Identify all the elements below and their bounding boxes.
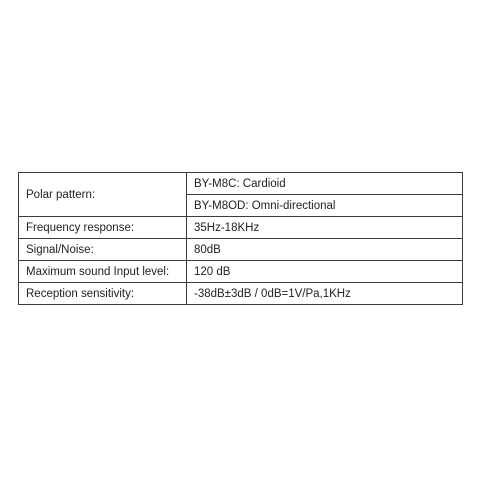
signal-noise-label: Signal/Noise: [19, 239, 187, 261]
polar-pattern-label: Polar pattern: [19, 173, 187, 217]
table-row-polar-pattern-1 [19, 173, 463, 195]
polar-pattern-value-cardioid: BY-M8C: Cardioid [187, 173, 463, 195]
specifications-table [18, 172, 463, 305]
polar-pattern-value-omni: BY-M8OD: Omni-directional [187, 195, 463, 217]
table-row-max-sound-input [19, 261, 463, 283]
reception-sensitivity-label: Reception sensitivity: [19, 283, 187, 305]
reception-sensitivity-value: -38dB±3dB / 0dB=1V/Pa,1KHz [187, 283, 463, 305]
table-row-frequency-response [19, 217, 463, 239]
table-row-reception-sensitivity [19, 283, 463, 305]
max-sound-input-value: 120 dB [187, 261, 463, 283]
frequency-response-value: 35Hz-18KHz [187, 217, 463, 239]
max-sound-input-label: Maximum sound Input level: [19, 261, 187, 283]
table-row-signal-noise [19, 239, 463, 261]
frequency-response-label: Frequency response: [19, 217, 187, 239]
signal-noise-value: 80dB [187, 239, 463, 261]
